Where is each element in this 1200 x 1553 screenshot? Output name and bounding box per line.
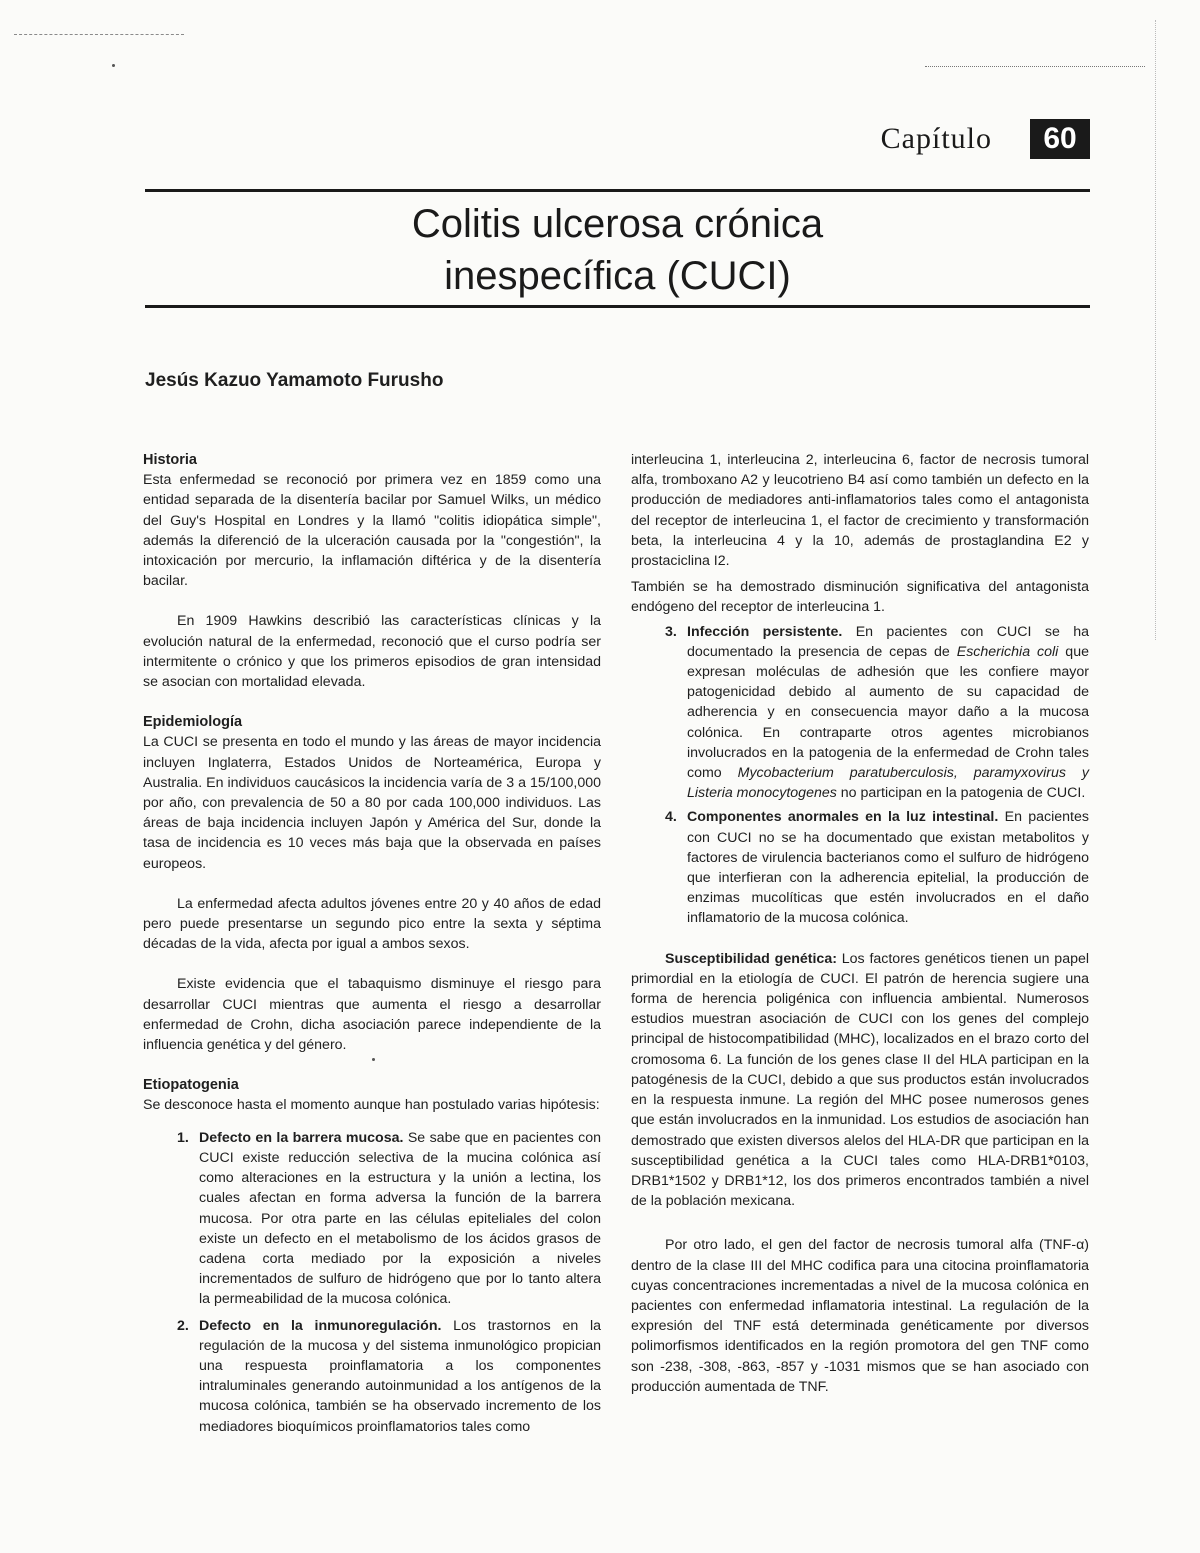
paragraph: Esta enfermedad se reconoció por primera vez en 1859 como una entidad separada de la disentería bacilar por Samuel Wilks, un médico del Guy's Hospital en Londres y la llamó "colitis idiopática simple", además la diferenció de la ulceración causada por la "congestión", la intoxicación por mercurio, la inflamación diftérica y de la disentería bacilar. <box>143 472 601 590</box>
chapter-number-badge: 60 <box>1030 119 1090 159</box>
list-item <box>143 1316 601 1437</box>
chapter-title <box>145 198 1090 302</box>
paragraph: Existe evidencia que el tabaquismo disminuye el riesgo para desarrollar CUCI mientras que aumenta el riesgo a desarrollar enfermedad de Crohn, dicha asociación parece independiente de la influencia genética y del género. <box>143 976 601 1054</box>
title-rule-bottom <box>145 305 1090 308</box>
right-column <box>631 450 1089 1397</box>
chapter-title-line: Colitis ulcerosa crónica <box>411 202 824 246</box>
list-item-text: Se sabe que en pacientes con CUCI existe reducción selectiva de la mucina colónica así como alteraciones en la estructura y la unión a lectina, los cuales afectan en forma adversa la función de la barrera mucosa. Por otra parte en las células epiteliales del colon existe un defecto en el metabolismo de los ácidos grasos de cadena corta mediado por la exposición a niveles incrementados de sulfuro de hidrógeno que por lo tanto altera la permeabilidad de la mucosa colónica. <box>199 1129 601 1308</box>
list-item-lead: Defecto en la barrera mucosa. <box>199 1129 404 1146</box>
section-heading-historia: Historia <box>143 452 197 468</box>
scan-artifact-line <box>925 66 1145 67</box>
list-item-italic: Escherichia coli <box>956 643 1059 660</box>
list-number: 3. <box>665 623 677 640</box>
list-number: 2. <box>177 1317 189 1334</box>
list-item-text: no participan en la patogenia de CUCI. <box>836 785 1086 802</box>
author-name: Jesús Kazuo Yamamoto Furusho <box>145 370 444 391</box>
list-number: 1. <box>177 1129 189 1146</box>
paragraph <box>631 949 1089 1212</box>
hypothesis-list <box>143 1128 601 1437</box>
paragraph: La CUCI se presenta en todo el mundo y las áreas de mayor incidencia incluyen Inglaterra, Estados Unidos de Norteamérica, Europa y Australia. En individuos caucásicos la incidencia varía de 3 a 15/100,000 por año, con prevalencia de 50 a 80 por cada 100,000 individuos. Las áreas de baja incidencia incluyen Japón y América del Sur, donde la tasa de incidencia es 10 veces más baja que la observada en países europeos. <box>143 734 601 872</box>
scan-artifact-edge <box>1155 20 1156 640</box>
list-item-lead: Componentes anormales en la luz intestinal. <box>687 809 999 826</box>
paragraph: Se desconoce hasta el momento aunque han postulado varias hipótesis: <box>143 1097 600 1114</box>
list-item-lead: Infección persistente. <box>687 623 843 640</box>
chapter-label: Capítulo <box>880 122 992 155</box>
paragraph: También se ha demostrado disminución significativa del antagonista endógeno del receptor de interleucina 1. <box>631 579 1089 616</box>
list-item <box>631 622 1089 804</box>
paragraph-text: Los factores genéticos tienen un papel primordial en la etiología de CUCI. El patrón de herencia sugiere una forma de herencia poligénica con influencia ambiental. Numerosos estudios muestran asociación de CUCI con los genes del complejo principal de histocompatibilidad (MHC), localizados en el brazo corto del cromosoma 6. La función de los genes clase II del HLA participan en la patogénesis de la CUCI, debido a que sus productos están involucrados en la respuesta inmune. La región del MHC posee numerosos genes que están involucrados en la inmunidad. Los estudios de asociación han demostrado que existen diversos alelos del HLA-DR que participan en la susceptibilidad genética a la CUCI tales como HLA-DRB1*0103, DRB1*1502 y DRB1*12, los dos primeros encontrados también a nivel de la población mexicana. <box>631 950 1090 1210</box>
scan-artifact-dot <box>112 64 115 67</box>
chapter-title-line: inespecífica (CUCI) <box>444 254 791 298</box>
section-heading-etiopatogenia: Etiopatogenia <box>143 1077 239 1094</box>
paragraph: La enfermedad afecta adultos jóvenes entre 20 y 40 años de edad pero puede presentarse un segundo pico entre la sexta y séptima décadas de la vida, afecta por igual a ambos sexos. <box>143 895 601 953</box>
list-item <box>143 1128 601 1310</box>
scan-artifact-line <box>14 34 184 35</box>
paragraph-lead: Susceptibilidad genética: <box>665 950 837 967</box>
list-item-italic: Mycobacterium paratuberculosis, paramyxovirus y Listeria monocytogenes <box>687 765 1089 802</box>
title-rule-top <box>145 189 1090 192</box>
paragraph: Por otro lado, el gen del factor de necrosis tumoral alfa (TNF-α) dentro de la clase III del MHC codifica para una citocina proinflamatoria cuyas concentraciones incrementadas a nivel de la mucosa colónica en pacientes con enfermedad inflamatoria intestinal. La regulación de la expresión del TNF está determinada genéticamente por diversos polimorfismos identificados en la región promotora del gen TNF como son -238, -308, -863, -857 y -1031 mismos que se han asociado con producción aumentada de TNF. <box>631 1237 1089 1395</box>
paragraph: interleucina 1, interleucina 2, interleucina 6, factor de necrosis tumoral alfa, tromboxano A2 y leucotrieno B4 así como también un defecto en la producción de mediadores anti-inflamatorios tales como el antagonista del receptor de interleucina 1, el factor de crecimiento y transformación beta, la interleucina 4 y la 10, además de prostaglandina E2 y prostaciclina I2. <box>631 452 1089 570</box>
list-item <box>631 807 1089 928</box>
list-item-text: Los trastornos en la regulación de la mucosa y del sistema inmunológico propician una respuesta proinflamatoria a los componentes intraluminales generando autoinmunidad a los antígenos de la mucosa colónica, también se ha observado incremento de los mediadores bioquímicos proinflamatorios tales como <box>199 1317 601 1435</box>
hypothesis-list-cont <box>631 622 1089 929</box>
list-number: 4. <box>665 809 677 826</box>
list-item-text: En pacientes con CUCI no se ha documentado que existan metabolitos y factores de virulencia bacterianos como el sulfuro de hidrógeno que interfieran con la adherencia epitelial, la producción de enzimas mucolíticas que estén involucrados en el daño inflamatorio de la mucosa colónica. <box>687 809 1089 927</box>
list-item-text: En pacientes con CUCI se ha documentado la presencia de cepas de <box>687 623 1090 660</box>
list-item-text: que expresan moléculas de adhesión que les confiere mayor patogenicidad debido al aumento de su capacidad de adherencia y en consecuencia mayor daño a la mucosa colónica. En contraparte otros agentes microbianos involucrados en la patogenia de la enfermedad de Crohn tales como <box>687 643 1089 782</box>
section-heading-epidemiologia: Epidemiología <box>143 714 243 731</box>
left-column <box>143 450 601 1437</box>
paragraph: En 1909 Hawkins describió las características clínicas y la evolución natural de la enfermedad, reconoció que el curso podría ser intermitente o crónico y que los primeros episodios de gran intensidad se asocian con mortalidad elevada. <box>143 613 601 691</box>
list-item-lead: Defecto en la inmunoregulación. <box>199 1317 442 1334</box>
